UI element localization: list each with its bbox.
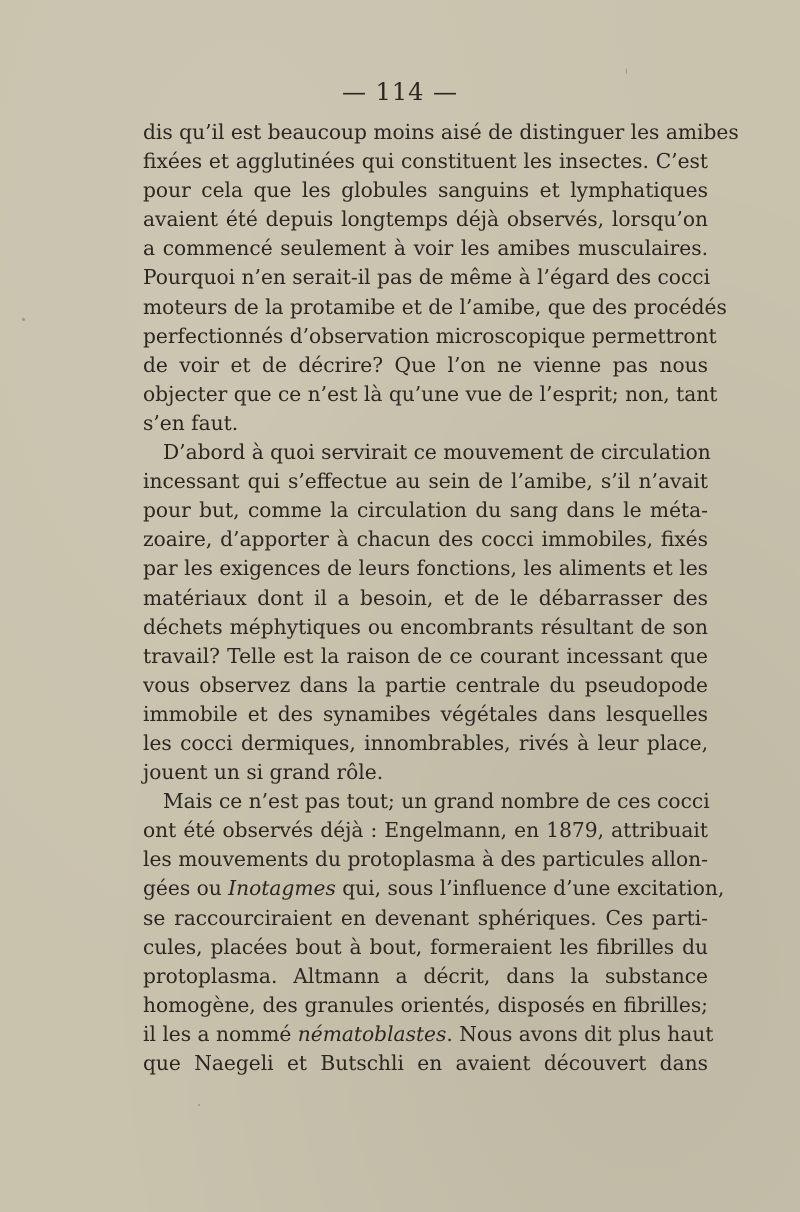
text-line: les mouvements du protoplasma à des particules allon- xyxy=(143,847,708,872)
text-line: ont été observés déjà : Engelmann, en 1879, attribuait xyxy=(143,818,708,843)
text-line: par les exigences de leurs fonctions, les aliments et les xyxy=(143,556,708,581)
text-line: pour but, comme la circulation du sang dans le méta- xyxy=(143,498,708,523)
text-line: les cocci dermiques, innombrables, rivés à leur place, xyxy=(143,730,708,755)
text-line: incessant qui s’effectue au sein de l’amibe, s’il n’avait xyxy=(143,469,708,494)
text-line: matériaux dont il a besoin, et de le débarrasser des xyxy=(143,585,708,610)
body-text xyxy=(143,118,739,1078)
text-line: se raccourciraient en devenant sphériques. Ces parti- xyxy=(143,905,708,930)
text-line: jouent un si grand rôle. xyxy=(143,760,384,785)
text-line: fixées et agglutinées qui constituent les insectes. C’est xyxy=(143,149,708,174)
text-line: zoaire, d’apporter à chacun des cocci immobiles, fixés xyxy=(143,527,708,552)
text-line: perfectionnés d’observation microscopique permettront xyxy=(143,323,717,348)
text-line: moteurs de la protamibe et de l’amibe, que des procédés xyxy=(143,294,727,319)
text-line: protoplasma. Altmann a décrit, dans la substance xyxy=(143,963,708,988)
text-line: D’abord à quoi servirait ce mouvement de circulation xyxy=(163,440,711,465)
text-line: Mais ce n’est pas tout; un grand nombre de ces cocci xyxy=(163,789,710,814)
paper-speck xyxy=(198,1104,200,1106)
text-line: avaient été depuis longtemps déjà observés, lorsqu’on xyxy=(143,207,708,232)
text-line: travail? Telle est la raison de ce courant incessant que xyxy=(143,643,708,668)
text-line: gées ou Inotagmes qui, sous l’influence d’une excitation, xyxy=(143,876,725,901)
text-line: a commencé seulement à voir les amibes musculaires. xyxy=(143,236,708,261)
text-line: vous observez dans la partie centrale du pseudopode xyxy=(143,672,708,697)
italic-term: Inotagmes xyxy=(228,876,336,901)
text-line: Pourquoi n’en serait-il pas de même à l’égard des cocci xyxy=(143,265,711,290)
text-line: s’en faut. xyxy=(143,410,239,435)
text-line: homogène, des granules orientés, disposés en fibrilles; xyxy=(143,992,708,1017)
page-number: — 114 — xyxy=(341,78,459,106)
text-line: déchets méphytiques ou encombrants résultant de son xyxy=(143,614,708,639)
text-line: de voir et de décrire? Que l’on ne vienne pas nous xyxy=(143,352,708,377)
paper-speck xyxy=(626,68,627,74)
text-line: cules, placées bout à bout, formeraient les fibrilles du xyxy=(143,934,708,959)
text-line: il les a nommé nématoblastes. Nous avons dit plus haut xyxy=(143,1021,714,1046)
italic-term: nématoblastes xyxy=(297,1021,447,1046)
paper-speck xyxy=(22,318,25,321)
text-line: pour cela que les globules sanguins et lymphatiques xyxy=(143,178,708,203)
text-line: objecter que ce n’est là qu’une vue de l’esprit; non, tant xyxy=(143,381,718,406)
text-line: que Naegeli et Butschli en avaient découvert dans xyxy=(143,1051,708,1075)
text-line: dis qu’il est beaucoup moins aisé de distinguer les amibes xyxy=(143,120,739,144)
text-line: immobile et des synamibes végétales dans lesquelles xyxy=(143,701,708,726)
